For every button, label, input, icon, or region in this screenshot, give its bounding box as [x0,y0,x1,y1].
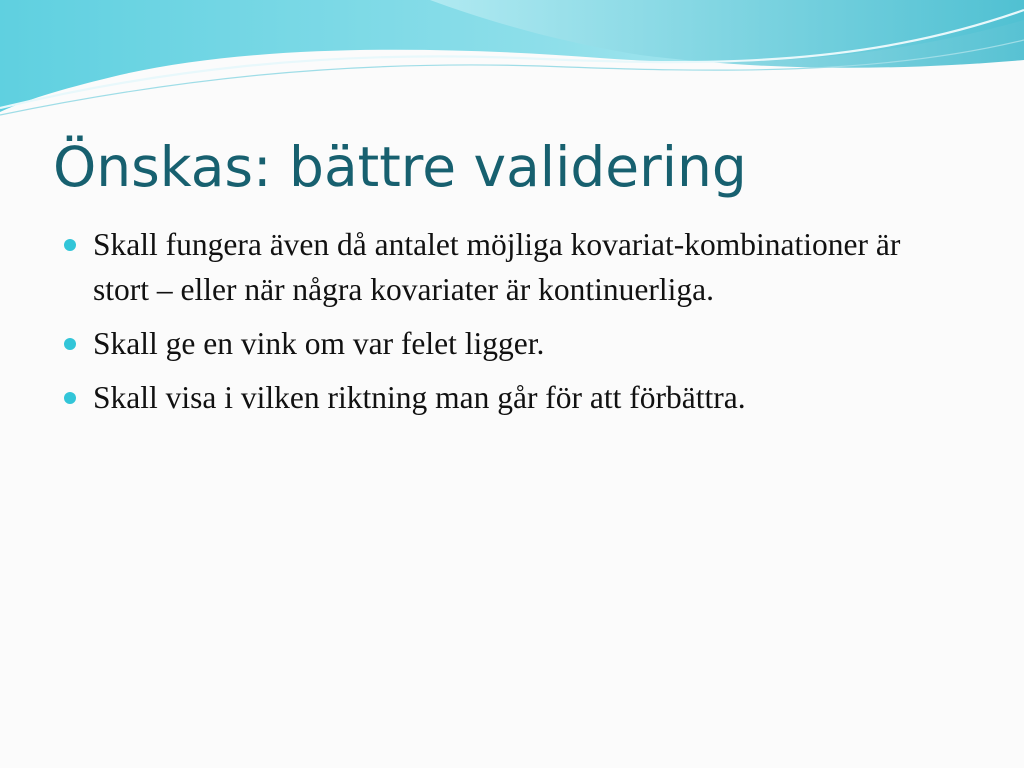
bullet-list [64,222,944,429]
decorative-wave-header [0,0,1024,130]
bullet-text: Skall visa i vilken riktning man går för att förbättra. [93,380,746,415]
bullet-item [64,375,944,420]
bullet-text: Skall ge en vink om var felet ligger. [93,326,545,361]
bullet-item [64,222,944,312]
bullet-text: Skall fungera även då antalet möjliga kovariat-kombinationer är stort – eller när några kovariater är kontinuerliga. [93,227,901,307]
bullet-dot-icon [64,239,76,251]
slide-title: Önskas: bättre validering [53,135,747,199]
bullet-dot-icon [64,338,76,350]
bullet-item [64,321,944,366]
bullet-dot-icon [64,392,76,404]
